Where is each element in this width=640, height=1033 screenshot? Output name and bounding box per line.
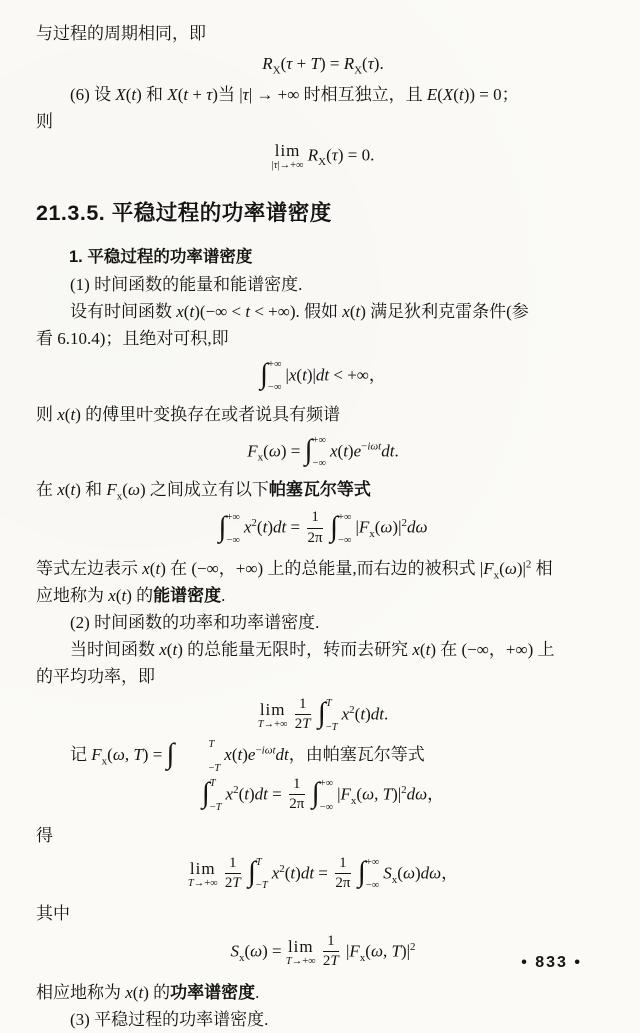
formula: ∫ T −T $x^2(t)dt$ = $\frac{1}{2\pi}$ ∫ +∞ −∞ $|F_x(\omega$, $T)|^2d\omega$， bbox=[201, 776, 445, 813]
text-line: 的平均功率，即 bbox=[36, 666, 155, 686]
text-line: (1) 时间函数的能量和能谱密度. bbox=[70, 274, 303, 294]
formula: lim T→+∞ $\frac{1}{2T}$ ∫ T −T $x^2(t)dt$ = $\frac{1}{2\pi}$ ∫ +∞ −∞ $S_x(\omega)d\omega$， bbox=[187, 854, 459, 892]
text-line: 得 bbox=[36, 825, 53, 845]
text-line: 设有时间函数 x(t)(−∞ < t < +∞). 假如 x(t) 满足狄利克雷条件(参 bbox=[70, 301, 529, 321]
text-line: (3) 平稳过程的功率谱密度. bbox=[70, 1009, 269, 1029]
text-line: 相应地称为 x(t) 的功率谱密度. bbox=[36, 982, 260, 1002]
page-content bbox=[36, 20, 610, 1033]
text-line: 在 x(t) 和 $F_x(\omega)$ 之间成立有以下帕塞瓦尔等式 bbox=[36, 480, 371, 503]
formula: $F_x(\omega)$ = ∫ +∞ −∞ $x(t)e^{-i\omega t}dt$. bbox=[247, 433, 399, 470]
subsection-heading: 1. 平稳过程的功率谱密度 bbox=[69, 247, 253, 266]
formula: $S_x(\omega)$ = lim T→+∞ $\frac{1}{2T}$ $|F_x(\omega$, $T)|^2$ bbox=[230, 933, 416, 970]
text-line: 其中 bbox=[36, 904, 70, 924]
section-heading: 21.3.5. 平稳过程的功率谱密度 bbox=[36, 200, 332, 225]
page-number: • 833 • bbox=[521, 954, 582, 971]
formula: ∫ +∞ −∞ |x(t)|dt < +∞， bbox=[260, 357, 386, 394]
text-line: 则 x(t) 的傅里叶变换存在或者说具有频谱 bbox=[36, 404, 341, 424]
formula: ∫ +∞ −∞ $x^2(t)dt$ = $\frac{1}{2\pi}$ ∫ +∞ −∞ $|F_x(\omega)|^2d\omega$ bbox=[218, 509, 428, 547]
text-line: 等式左边表示 x(t) 在 (−∞，+∞) 上的总能量,而右边的被积式 $|F_x(\omega)|^2$ 相 bbox=[36, 558, 553, 582]
formula: $R_X(\tau + T) = R_X(\tau)$. bbox=[262, 54, 384, 77]
text-line: (6) 设 X(t) 和 X(t + τ)当 |τ| → +∞ 时相互独立，且 E(X(t)) = 0； bbox=[70, 85, 519, 105]
text-line: 则 bbox=[36, 112, 53, 132]
text-line: 应地称为 x(t) 的能谱密度. bbox=[36, 585, 226, 605]
formula: lim |τ|→+∞ $R_X(\tau) = 0$. bbox=[271, 141, 375, 172]
text-line: (2) 时间函数的功率和功率谱密度. bbox=[70, 612, 320, 632]
formula: lim T→+∞ $\frac{1}{2T}$ ∫ T −T $x^2(t)dt$. bbox=[257, 695, 389, 733]
text-line: 记 $F_x(\omega$, T) = ∫ T −T $x(t)e^{-i\omega t}dt$，由帕塞瓦尔等式 bbox=[70, 738, 425, 774]
text-line: 看 6.10.4)；且绝对可积,即 bbox=[36, 328, 229, 348]
text-line: 与过程的周期相同，即 bbox=[36, 24, 206, 43]
text-line: 当时间函数 x(t) 的总能量无限时，转而去研究 x(t) 在 (−∞，+∞) 上 bbox=[70, 639, 555, 659]
